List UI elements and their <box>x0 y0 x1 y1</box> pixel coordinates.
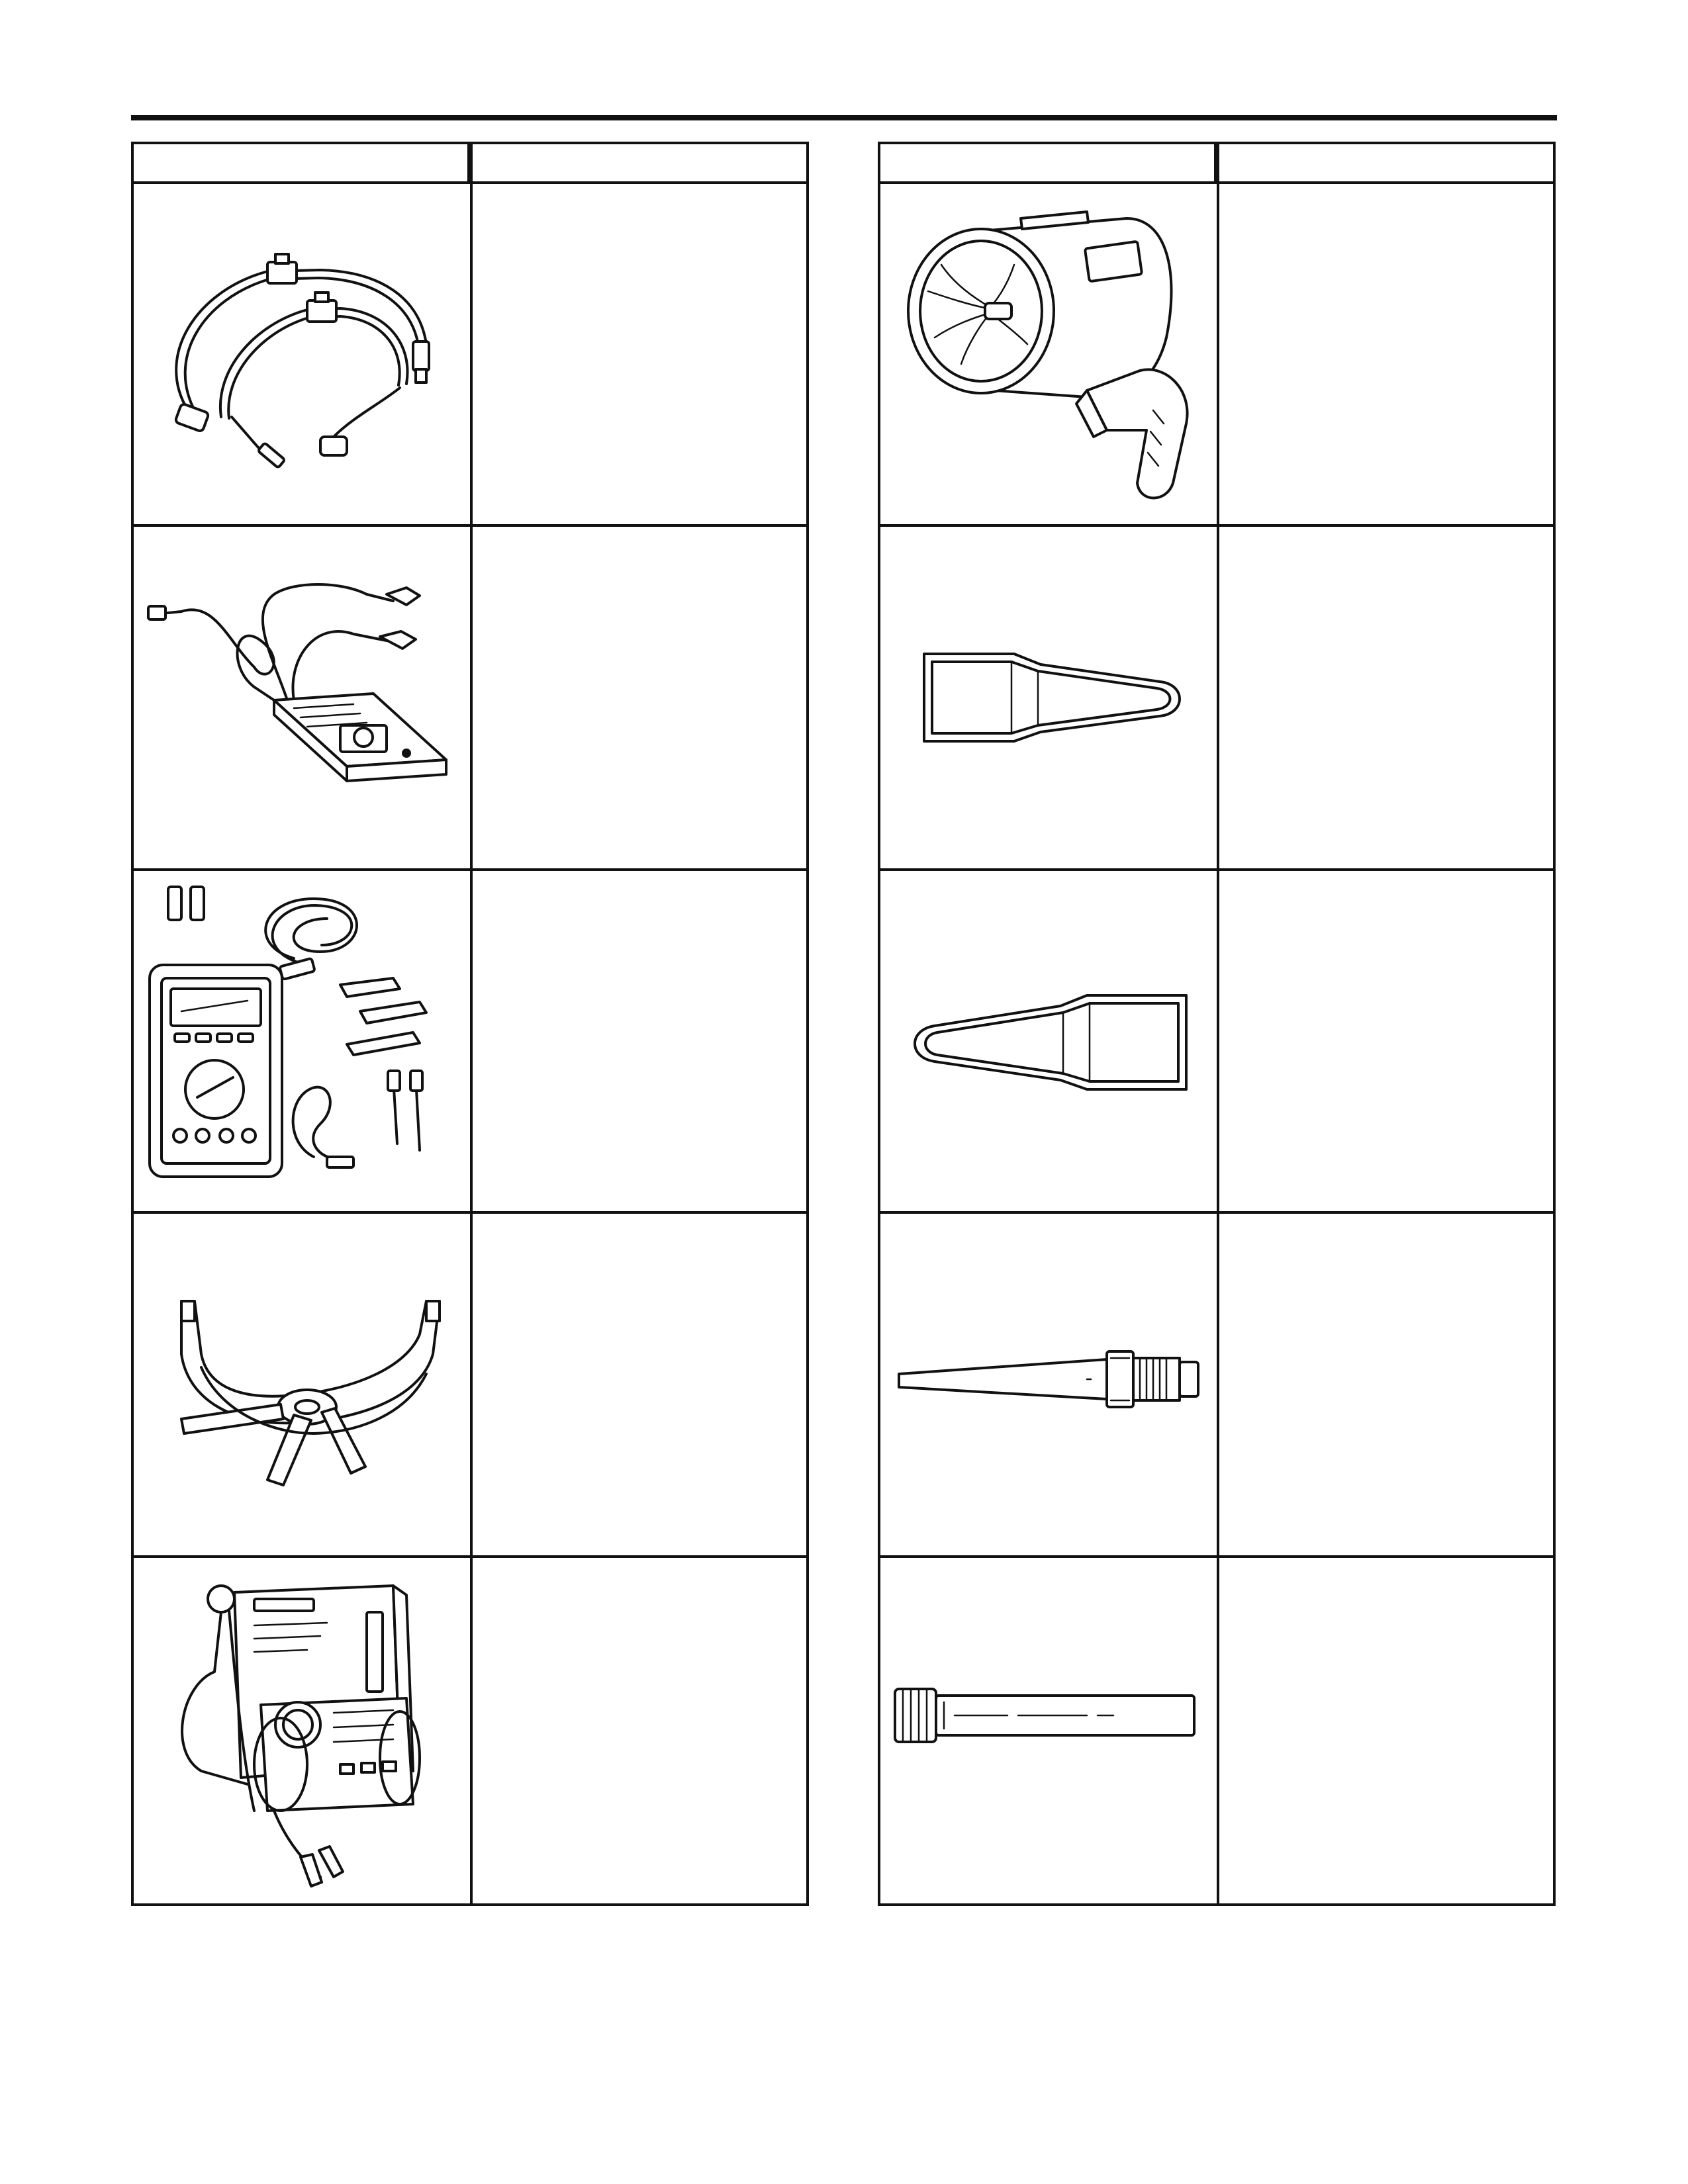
header-cell-illustration <box>134 144 470 181</box>
illustration-cell <box>134 871 473 1211</box>
illustration-cell <box>880 871 1219 1211</box>
table-row <box>134 184 806 527</box>
tapered-nozzle-adapter-illustration <box>888 1222 1210 1546</box>
description-cell <box>1219 184 1553 524</box>
description-cell <box>473 871 806 1211</box>
illustration-cell <box>134 184 473 524</box>
table-row <box>880 1558 1553 1903</box>
table-row <box>880 184 1553 527</box>
evap-system-tester-cart-illustration <box>142 1566 463 1890</box>
illustration-cell <box>880 184 1219 524</box>
illustration-cell <box>880 527 1219 868</box>
table-row <box>880 1214 1553 1558</box>
illustration-cell <box>134 1214 473 1555</box>
tools-table-left <box>131 142 809 1906</box>
table-row <box>134 527 806 871</box>
table-row <box>134 1558 806 1903</box>
table-header <box>880 144 1553 184</box>
header-cell-illustration <box>880 144 1217 181</box>
cylindrical-adapter-illustration <box>888 1566 1210 1890</box>
description-cell <box>1219 1558 1553 1903</box>
table-row <box>134 1214 806 1558</box>
table-row <box>134 871 806 1214</box>
tools-table-right <box>878 142 1556 1906</box>
table-row <box>880 871 1553 1214</box>
description-cell <box>1219 527 1553 868</box>
header-cell-description <box>470 144 806 181</box>
coolant-test-hoses-illustration <box>142 192 463 516</box>
illustration-cell <box>880 1558 1219 1903</box>
description-cell <box>473 184 806 524</box>
inspection-spotlight-illustration <box>888 192 1210 516</box>
header-cell-description <box>1217 144 1553 181</box>
fuel-tank-lock-ring-wrench-illustration <box>142 1222 463 1546</box>
illustration-cell <box>134 527 473 868</box>
table-header <box>134 144 806 184</box>
description-cell <box>473 1558 806 1903</box>
table-row <box>880 527 1553 871</box>
description-cell <box>1219 1214 1553 1555</box>
illustration-cell <box>134 1558 473 1903</box>
header-rule <box>131 115 1557 120</box>
description-cell <box>1219 871 1553 1211</box>
description-cell <box>473 527 806 868</box>
description-cell <box>473 1214 806 1555</box>
adapter-plug-right-illustration <box>888 535 1210 859</box>
test-box-with-clip-leads-illustration <box>142 535 463 859</box>
illustration-cell <box>880 1214 1219 1555</box>
digital-multimeter-kit-illustration <box>142 879 463 1203</box>
adapter-plug-left-illustration <box>888 879 1210 1203</box>
